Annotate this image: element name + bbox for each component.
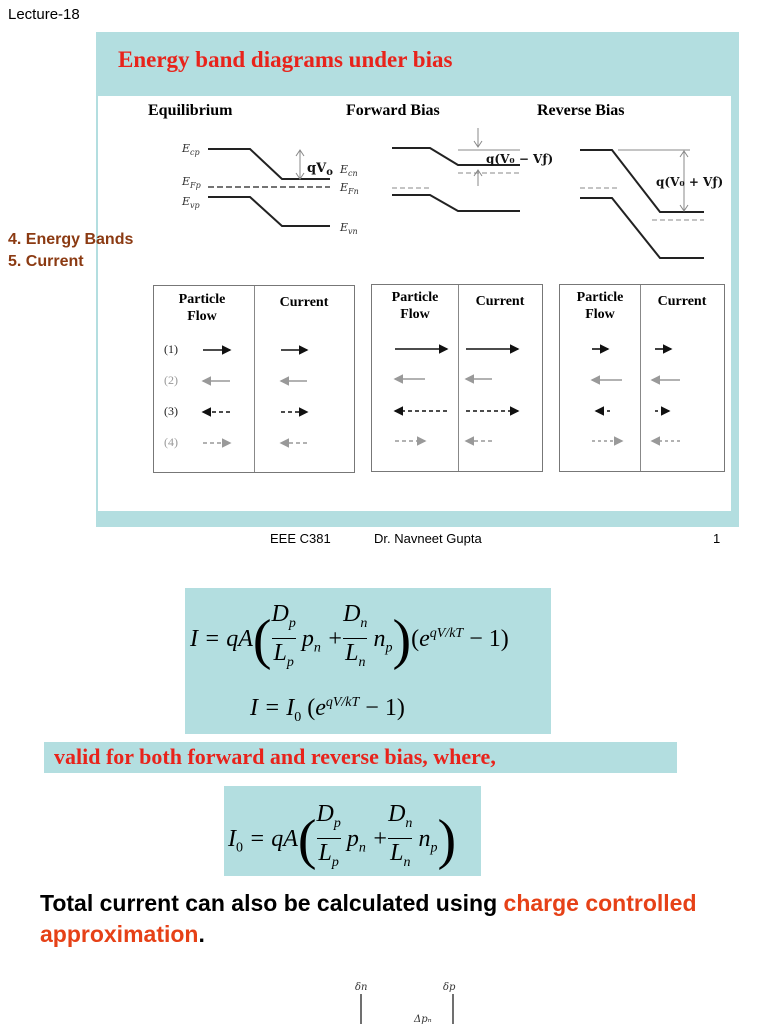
total-current-text: Total current can also be calculated using charge controlled approximation. — [40, 890, 697, 947]
ecn-label: $E_{cn}$ — [340, 163, 358, 178]
side-item-energy-bands: 4. Energy Bands — [8, 231, 134, 248]
dpn-label: Δpₙ — [414, 1014, 432, 1024]
table-header-particle-flow: Particle Flow — [391, 290, 439, 322]
header-equilibrium: Equilibrium — [148, 102, 233, 119]
dn-label: δn — [355, 982, 368, 993]
table-header-current: Current — [279, 295, 329, 310]
table-header-current: Current — [475, 294, 525, 309]
equation-current-short: $I = I_0$ $(e^{qV/kT} - 1)$ — [250, 695, 405, 725]
evp-label: $E_{vp}$ — [182, 195, 200, 210]
footer-course: EEE C381 — [270, 531, 331, 546]
header-forward-bias: Forward Bias — [346, 102, 440, 119]
side-item-current: 5. Current — [8, 253, 84, 270]
footer-page-number: 1 — [713, 531, 721, 546]
equation-i0: $I_0 = qA(D_p$ $L_p$ $p_n +D_n$ $L_n$ $n_p$) — [228, 800, 456, 877]
ecp-label: $E_{cp}$ — [182, 142, 200, 157]
table-header-particle-flow: Particle Flow — [178, 292, 226, 324]
evn-label: $E_{vn}$ — [340, 221, 358, 236]
efp-label: $E_{Fp}$ — [182, 175, 201, 190]
header-reverse-bias: Reverse Bias — [537, 102, 625, 119]
forward-bias-label: q(V₀ − Vƒ) — [486, 152, 554, 166]
charge-controlled-highlight: charge controlled approximation — [40, 890, 697, 947]
row-label-3: (3) — [164, 404, 178, 418]
row-label-1: (1) — [164, 342, 178, 356]
footer-author: Dr. Navneet Gupta — [374, 531, 482, 546]
row-label-2: (2) — [164, 373, 178, 387]
lecture-label: Lecture-18 — [8, 6, 80, 23]
qvo-label: $qV_o$ — [307, 161, 333, 178]
row-label-4: (4) — [164, 435, 178, 449]
slide-title: Energy band diagrams under bias — [118, 47, 453, 72]
dp-label: δp — [443, 982, 456, 993]
efn-label: $E_{Fn}$ — [340, 181, 359, 196]
table-header-particle-flow: Particle Flow — [576, 290, 624, 322]
table-header-current: Current — [657, 294, 707, 309]
equation-current-full: $I = qA(D_p$ $L_p$ $p_n +D_n$ $L_n$ $n_p)(e^{qV/kT} - 1)$ — [190, 600, 509, 677]
valid-note: valid for both forward and reverse bias, where, — [54, 744, 496, 769]
reverse-bias-label: q(V₀ + Vƒ) — [656, 175, 724, 189]
